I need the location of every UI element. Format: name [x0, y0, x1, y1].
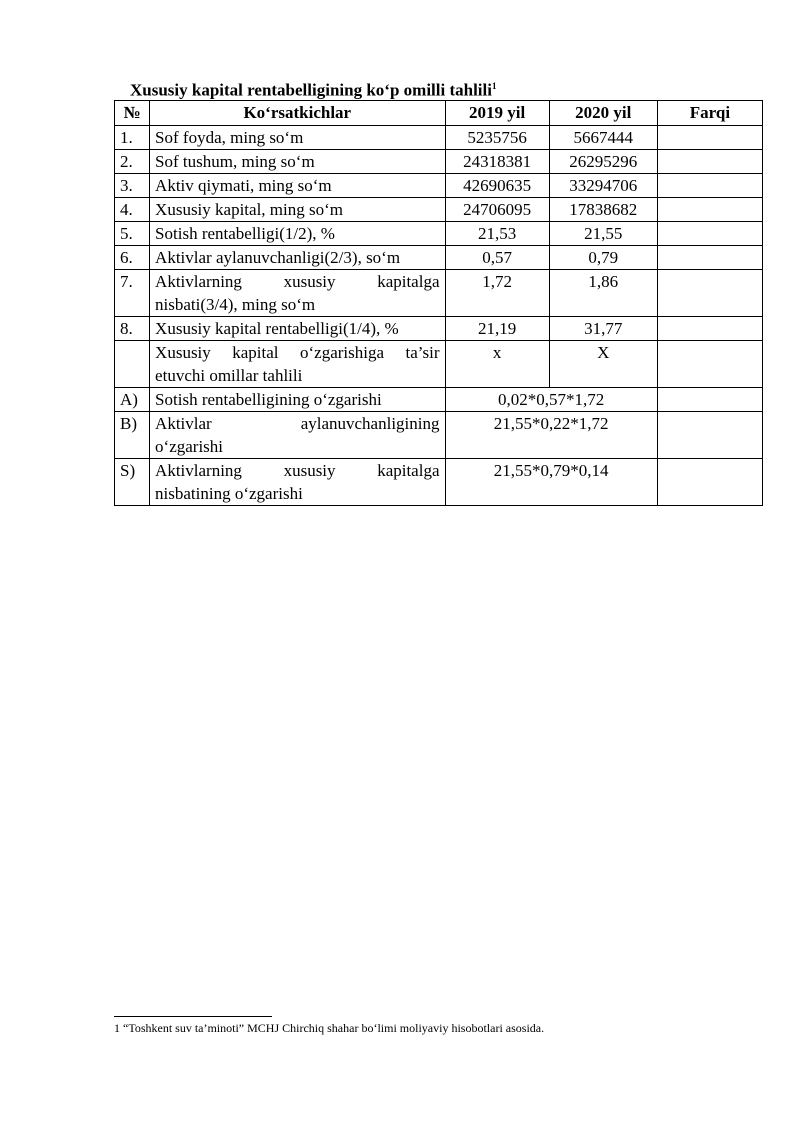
value-2020: 31,77: [549, 317, 657, 341]
indicator-name-line: Aktivlarning xususiy kapitalga: [155, 272, 440, 291]
table-row: [115, 459, 763, 506]
row-number: 5.: [115, 222, 150, 246]
value-2019: 21,53: [445, 222, 549, 246]
table-title: [130, 76, 496, 101]
footnote-ref: 1: [491, 81, 497, 91]
header-indicators: Ko‘rsatkichlar: [150, 101, 445, 126]
indicator-name: Xususiy kapital, ming so‘m: [150, 198, 445, 222]
value-2020: 21,55: [549, 222, 657, 246]
indicator-name-line: Aktivlar aylanuvchanligining: [155, 414, 440, 433]
row-number: 6.: [115, 246, 150, 270]
indicator-name: Xususiy kapital rentabelligi(1/4), %: [150, 317, 445, 341]
value-2019: 0,57: [445, 246, 549, 270]
value-2019: 5235756: [445, 126, 549, 150]
indicator-name: Sotish rentabelligi(1/2), %: [150, 222, 445, 246]
table-row: [115, 412, 763, 459]
table-row: [115, 222, 763, 246]
value-difference: [657, 222, 762, 246]
indicator-name-line: etuvchi omillar tahlili: [155, 366, 303, 385]
value-difference: [657, 317, 762, 341]
factor-formula: 0,02*0,57*1,72: [445, 388, 657, 412]
indicator-name: Aktivlar aylanuvchanligi(2/3), so‘m: [150, 246, 445, 270]
value-2020: 26295296: [549, 150, 657, 174]
header-2019: 2019 yil: [445, 101, 549, 126]
value-2020: 33294706: [549, 174, 657, 198]
value-2019: 21,19: [445, 317, 549, 341]
value-2019: 24318381: [445, 150, 549, 174]
row-number: 8.: [115, 317, 150, 341]
indicator-name: Sof foyda, ming so‘m: [150, 126, 445, 150]
value-difference: [657, 388, 762, 412]
footnote: 1 “Toshkent suv ta’minoti” MCHJ Chirchiq shahar bo‘limi moliyaviy hisobotlari asosida.: [114, 1021, 545, 1035]
header-no: №: [115, 101, 150, 126]
value-difference: [657, 246, 762, 270]
indicator-name: Sof tushum, ming so‘m: [150, 150, 445, 174]
indicator-name: [150, 341, 445, 388]
table-row: [115, 341, 763, 388]
table-row: [115, 126, 763, 150]
indicator-name-line: o‘zgarishi: [155, 437, 224, 456]
indicator-name: [150, 270, 445, 317]
value-2019: 1,72: [445, 270, 549, 317]
value-2020: 0,79: [549, 246, 657, 270]
table-header-row: [115, 101, 763, 126]
row-number: 7.: [115, 270, 150, 317]
title-text: Xususiy kapital rentabelligining ko‘p omilli tahlili: [130, 80, 492, 100]
footnote-separator: [114, 1016, 272, 1017]
indicator-name-line: Aktivlarning xususiy kapitalga: [155, 461, 440, 480]
table-row: [115, 246, 763, 270]
indicator-name: [150, 412, 445, 459]
factor-formula: 21,55*0,79*0,14: [445, 459, 657, 506]
row-number: 4.: [115, 198, 150, 222]
value-difference: [657, 270, 762, 317]
value-difference: [657, 174, 762, 198]
value-difference: [657, 150, 762, 174]
indicator-name-line: nisbati(3/4), ming so‘m: [155, 295, 316, 314]
factor-formula: 21,55*0,22*1,72: [445, 412, 657, 459]
row-number: 3.: [115, 174, 150, 198]
row-number: A): [115, 388, 150, 412]
row-number: [115, 341, 150, 388]
value-2019: 24706095: [445, 198, 549, 222]
table-row: [115, 317, 763, 341]
header-2020: 2020 yil: [549, 101, 657, 126]
row-number: S): [115, 459, 150, 506]
indicator-name-line: nisbatining o‘zgarishi: [155, 484, 303, 503]
table-row: [115, 198, 763, 222]
table-row: [115, 270, 763, 317]
value-difference: [657, 459, 762, 506]
table-row: [115, 388, 763, 412]
value-2020: 17838682: [549, 198, 657, 222]
row-number: 1.: [115, 126, 150, 150]
value-2020: 1,86: [549, 270, 657, 317]
value-2020: 5667444: [549, 126, 657, 150]
table-row: [115, 174, 763, 198]
header-difference: Farqi: [657, 101, 762, 126]
value-2019: x: [445, 341, 549, 388]
indicator-name-line: Xususiy kapital o‘zgarishiga ta’sir: [155, 343, 440, 362]
value-difference: [657, 412, 762, 459]
indicator-name: Sotish rentabelligining o‘zgarishi: [150, 388, 445, 412]
indicator-name: [150, 459, 445, 506]
value-2019: 42690635: [445, 174, 549, 198]
analysis-table: [114, 100, 763, 506]
value-difference: [657, 126, 762, 150]
table-row: [115, 150, 763, 174]
value-difference: [657, 198, 762, 222]
indicator-name: Aktiv qiymati, ming so‘m: [150, 174, 445, 198]
value-difference: [657, 341, 762, 388]
value-2020: X: [549, 341, 657, 388]
row-number: 2.: [115, 150, 150, 174]
row-number: B): [115, 412, 150, 459]
